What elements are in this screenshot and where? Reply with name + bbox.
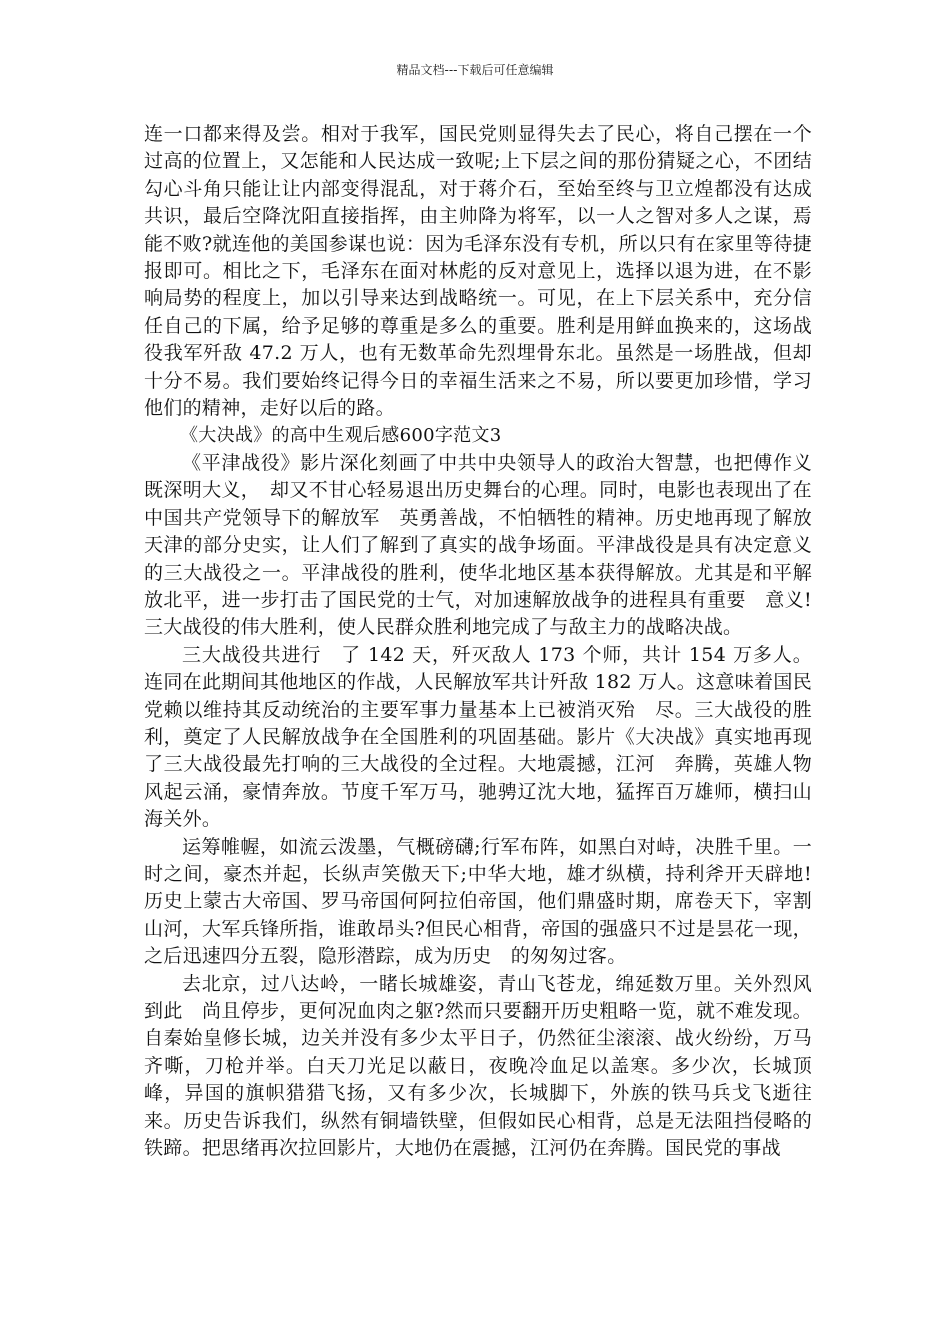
paragraph: 《平津战役》影片深化刻画了中共中央领导人的政治大智慧，也把傅作义既深明大义， 却又不甘心轻易退出历史舞台的心理。同时，电影也表现出了在中国共产党领导下的解放军 英勇善战，不怕牺牲的精神。历史地再现了解放天津的部分史实，让人们了解到了真实的战争场面。平津战役是具有决定意义的三大战役之一。平津战役的胜利，使华北地区基本获得解放。尤其是和平解放北平，进一步打击了国民党的士气，对加速解放战争的进程具有重要 意义! 三大战役的伟大胜利，使人民群众胜利地完成了与敌主力的战略决战。: [144, 451, 812, 639]
section-title: 《大决战》的高中生观后感600字范文3: [180, 425, 502, 447]
paragraph-continuation: 连一口都来得及尝。相对于我军，国民党则显得失去了民心，将自己摆在一个过高的位置上，又怎能和人民达成一致呢;上下层之间的那份猜疑之心，不团结勾心斗角只能让让内部变得混乱，对于蒋介石，至始至终与卫立煌都没有达成共识，最后空降沈阳直接指挥，由主帅降为将军，以一人之智对多人之谋，焉能不败?就连他的美国参谋也说：因为毛泽东没有专机，所以只有在家里等待捷报即可。相比之下，毛泽东在面对林彪的反对意见上，选择以退为进，在不影响局势的程度上，加以引导来达到战略统一。可见，在上下层关系中，充分信任自己的下属，给予足够的尊重是多么的重要。胜利是用鲜血换来的，这场战役我军歼敌 47.2 万人，也有无数革命先烈埋骨东北。虽然是一场胜战，但却十分不易。我们要始终记得今日的幸福生活来之不易，所以要更加珍惜，学习他们的精神，走好以后的路。: [144, 123, 812, 420]
paragraph: 去北京，过八达岭，一睹长城雄姿，青山飞苍龙，绵延数万里。关外烈风到此 尚且停步，更何况血肉之躯?然而只要翻开历史粗略一览，就不难发现。自秦始皇修长城，边关并没有多少太平日子，仍然征尘滚滚、战火纷纷，万马齐嘶，刀枪并举。白天刀光足以蔽日，夜晚冷血足以盖寒。多少次，长城顶峰，异国的旗帜猎猎飞扬，又有多少次，长城脚下，外族的铁马兵戈飞逝往来。历史告诉我们，纵然有铜墙铁壁，但假如民心相背，总是无法阻挡侵略的铁蹄。把思绪再次拉回影片，大地仍在震撼，江河仍在奔腾。国民党的事战: [144, 972, 812, 1160]
paragraph: 运筹帷幄，如流云泼墨，气概磅礴;行军布阵，如黑白对峙，决胜千里。一时之间，豪杰并起，长纵声笑傲天下;中华大地，雄才纵横，持利斧开天辟地!历史上蒙古大帝国、罗马帝国何阿拉伯帝国，他们鼎盛时期，席卷天下，宰割山河，大军兵锋所指，谁敢昂头?但民心相背，帝国的强盛只不过是昙花一现，之后迅速四分五裂，隐形潜踪，成为历史 的匆匆过客。: [144, 835, 812, 968]
page-header: 精品文档---下载后可任意编辑: [396, 63, 554, 77]
article-body: [144, 121, 812, 1162]
paragraph: 三大战役共进行 了 142 天，歼灭敌人 173 个师，共计 154 万多人。连同在此期间其他地区的作战，人民解放军共计歼敌 182 万人。这意味着国民党赖以维持其反动统治的主要军事力量基本上已被消灭殆 尽。三大战役的胜利，奠定了人民解放战争在全国胜利的巩固基础。影片《大决战》真实地再现了三大战役最先打响的三大战役的全过程。大地震撼，江河 奔腾，英雄人物风起云涌，豪情奔放。节度千军万马，驰骋辽沈大地，猛挥百万雄师，横扫山海关外。: [144, 643, 812, 831]
